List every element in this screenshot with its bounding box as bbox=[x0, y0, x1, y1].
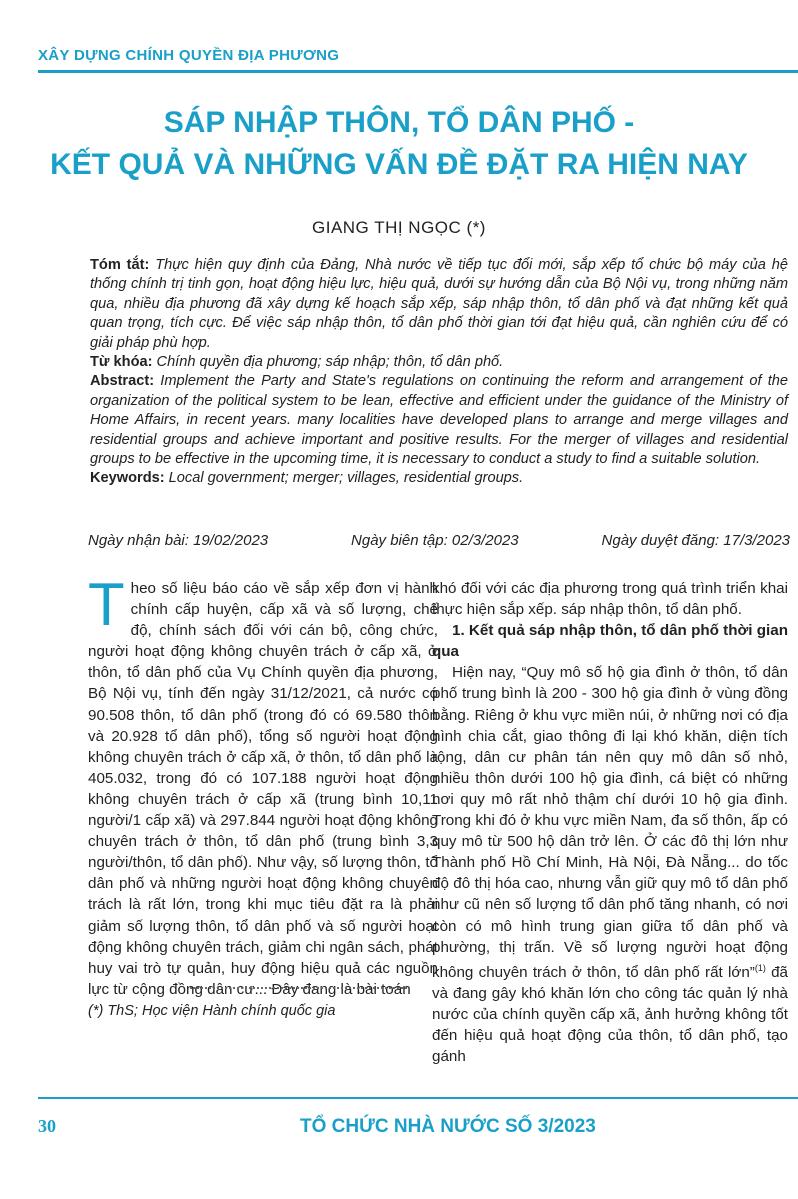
footnote-ref: (1) bbox=[754, 962, 766, 973]
keywords-en-text: Local government; merger; villages, residential groups. bbox=[168, 470, 524, 487]
abstract-block bbox=[90, 256, 788, 489]
header-rule bbox=[38, 70, 798, 73]
abstract-text: Implement the Party and State's regulations on continuing the reform and arrangement of the organization of the political system to be lean, effective and efficient under the guidance of the Ministry of Home Affairs, in recent years. many localities have developed plans to arrange and merge villages and residential groups and achieve important and positive results. For the merger of villages and residential groups to be effective in the upcoming time, it is necessary to conduct a study to find a suitable solution. bbox=[90, 373, 788, 468]
page-number: 30 bbox=[38, 1116, 56, 1136]
date-approved: Ngày duyệt đăng: 17/3/2023 bbox=[601, 532, 790, 549]
section-label: XÂY DỰNG CHÍNH QUYỀN ĐỊA PHƯƠNG bbox=[38, 47, 340, 64]
body-paragraph-text: heo số liệu báo cáo về sắp xếp đơn vị hành chính cấp huyện, cấp xã và số lượng, chế độ, chính sách đối với cán bộ, công chức, người hoạt động không chuyên trách ở cấp xã, ở thôn, tổ dân phố của Vụ Chính quyền địa phương, Bộ Nội vụ, tính đến ngày 31/12/2021, cả nước có 90.508 thôn, tổ dân phố (trong đó có 69.580 thôn và 20.928 tổ dân phố), tổng số người hoạt động không chuyên trách ở cấp xã, ở thôn, tổ dân phố là 405.032, trong đó có 107.188 người hoạt động không chuyên trách ở cấp xã (trung bình 10,11 người/1 cấp xã) và 297.844 người hoạt động không chuyên trách ở thôn, tổ dân phố (trung bình 3,3 người/thôn, tổ dân phố). Như vậy, số lượng thôn, tổ dân phố và những người hoạt động không chuyên trách là rất lớn, trong khi mục tiêu đặt ra là phải giảm số lượng thôn, tổ dân phố và số người hoạt động không chuyên trách, giảm chi ngân sách, phát huy vai trò tự quản, huy động hiệu quả các nguồn lực từ cộng đồng dân cư... Đây đang là bài toán bbox=[88, 580, 438, 998]
keywords-vi-label: Từ khóa: bbox=[90, 354, 153, 371]
body-paragraph-text-end: đã và đang gây khó khăn lớn cho công tác quản lý nhà nước của chính quyền cấp xã, ảnh hưởng không tốt đến hiệu quả hoạt động của thôn, tổ dân phố, tạo gánh bbox=[432, 963, 788, 1066]
keywords-vi bbox=[90, 353, 788, 372]
title-line-1: SÁP NHẬP THÔN, TỔ DÂN PHỐ - bbox=[163, 106, 635, 139]
article-dates bbox=[88, 532, 790, 549]
date-edited: Ngày biên tập: 02/3/2023 bbox=[351, 532, 519, 549]
body-column-left bbox=[88, 571, 438, 1000]
summary-vi bbox=[90, 256, 788, 353]
title-line-2: KẾT QUẢ VÀ NHỮNG VẤN ĐỀ ĐẶT RA HIỆN NAY bbox=[50, 148, 748, 181]
footer-rule bbox=[38, 1097, 798, 1099]
body-paragraph: khó đối với các địa phương trong quá trình triển khai thực hiện sắp xếp. sáp nhập thôn, tổ dân phố. bbox=[432, 580, 788, 619]
article-title bbox=[30, 102, 768, 186]
body-paragraph bbox=[432, 662, 788, 1067]
summary-text: Thực hiện quy định của Đảng, Nhà nước về tiếp tục đổi mới, sắp xếp tổ chức bộ máy của hệ thống chính trị tinh gọn, hoạt động hiệu lực, hiệu quả, dưới sự hướng dẫn của Bộ Nội vụ, trong những năm qua, nhiều địa phương đã xây dựng kế hoạch sắp xếp, sáp nhập thôn, tổ dân phố và đạt những kết quả quan trọng, tích cực. Để việc sáp nhập thôn, tổ dân phố thời gian tới đạt hiệu quả, cần nghiên cứu để có giải pháp phù hợp. bbox=[90, 257, 788, 351]
body-paragraph bbox=[88, 571, 438, 1000]
body-column-right bbox=[432, 578, 788, 1067]
section-heading: 1. Kết quả sáp nhập thôn, tổ dân phố thời gian qua bbox=[432, 622, 788, 661]
author-name: GIANG THỊ NGỌC (*) bbox=[312, 218, 486, 237]
keywords-en bbox=[90, 469, 788, 488]
footnote-divider bbox=[190, 987, 410, 989]
journal-name: TỔ CHỨC NHÀ NƯỚC SỐ 3/2023 bbox=[300, 1116, 596, 1137]
keywords-vi-text: Chính quyền địa phương; sáp nhập; thôn, tổ dân phố. bbox=[156, 354, 504, 371]
drop-cap: T bbox=[88, 571, 125, 638]
body-paragraph-text: Hiện nay, “Quy mô số hộ gia đình ở thôn, tổ dân phố trung bình là 200 - 300 hộ gia đình ở vùng đồng bằng. Riêng ở khu vực miền núi, ở những nơi có địa hình chia cắt, giao thông đi lại khó khăn, diện tích rộng, dân cư phân tán nên quy mô dân số nhỏ, nhiều thôn dưới 100 hộ gia đình, cá biệt có những nơi quy mô rất nhỏ thậm chí dưới 10 hộ gia đình. Trong khi đó ở khu vực miền Nam, đa số thôn, ấp có quy mô từ 500 hộ dân trở lên. Ở các đô thị lớn như Thành phố Hồ Chí Minh, Hà Nội, Đà Nẵng... do tốc độ đô thị hóa cao, nhưng vẫn giữ quy mô tổ dân phố như cũ nên số lượng tổ dân phố tăng nhanh, có nơi còn có mô hình trung gian giữa tổ dân phố và phường, thị trấn. Về số lượng người hoạt động không chuyên trách ở thôn, tổ dân phố rất lớn” bbox=[432, 664, 788, 981]
keywords-en-label: Keywords: bbox=[90, 470, 165, 487]
date-received: Ngày nhận bài: 19/02/2023 bbox=[88, 532, 269, 549]
summary-label: Tóm tắt: bbox=[90, 257, 150, 273]
abstract-en bbox=[90, 372, 788, 469]
abstract-label: Abstract: bbox=[90, 373, 155, 390]
author-footnote: (*) ThS; Học viện Hành chính quốc gia bbox=[88, 1003, 336, 1019]
